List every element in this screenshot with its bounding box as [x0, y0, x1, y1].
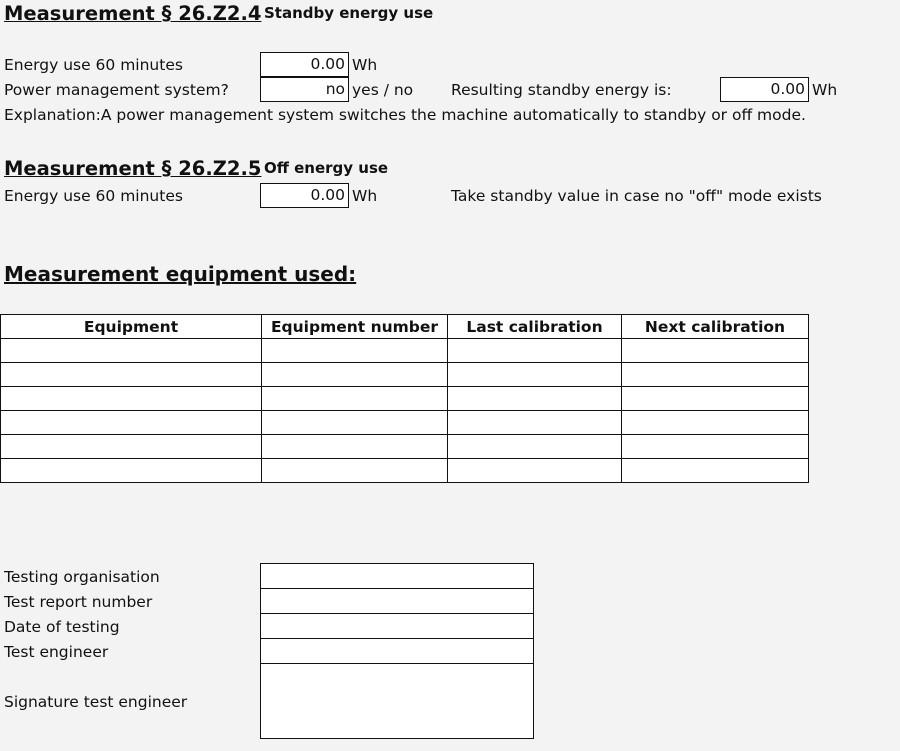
testing-org-label: Testing organisation — [4, 568, 160, 586]
equipment-table — [0, 314, 809, 483]
table-cell[interactable] — [622, 339, 809, 363]
result-value: 0.00 — [720, 77, 809, 102]
col-equipment-number: Equipment number — [262, 315, 448, 339]
testing-org-field[interactable] — [260, 563, 534, 589]
standby-heading: Measurement § 26.Z2.4 — [4, 2, 262, 25]
date-label: Date of testing — [4, 618, 120, 636]
table-row — [1, 363, 809, 387]
standby-energy-input[interactable]: 0.00 — [260, 52, 349, 77]
table-cell[interactable] — [448, 339, 622, 363]
table-row — [1, 411, 809, 435]
standby-energy-unit: Wh — [352, 56, 378, 74]
table-cell[interactable] — [448, 459, 622, 483]
table-cell[interactable] — [262, 435, 448, 459]
table-cell[interactable] — [262, 339, 448, 363]
table-cell[interactable] — [448, 387, 622, 411]
table-cell[interactable] — [622, 411, 809, 435]
off-note: Take standby value in case no "off" mode exists — [451, 187, 822, 205]
col-equipment: Equipment — [1, 315, 262, 339]
off-subtitle: Off energy use — [264, 159, 389, 177]
table-cell[interactable] — [262, 387, 448, 411]
off-energy-unit: Wh — [352, 187, 378, 205]
table-cell[interactable] — [622, 435, 809, 459]
table-cell[interactable] — [622, 363, 809, 387]
table-cell[interactable] — [262, 459, 448, 483]
pms-label: Power management system? — [4, 81, 229, 99]
standby-energy-label: Energy use 60 minutes — [4, 56, 183, 74]
signature-field[interactable] — [260, 663, 534, 739]
table-cell[interactable] — [262, 411, 448, 435]
col-next-calibration: Next calibration — [622, 315, 809, 339]
table-header-row — [1, 315, 809, 339]
table-cell[interactable] — [622, 387, 809, 411]
off-energy-label: Energy use 60 minutes — [4, 187, 183, 205]
table-cell[interactable] — [448, 363, 622, 387]
table-cell[interactable] — [1, 411, 262, 435]
table-row — [1, 435, 809, 459]
pms-input[interactable]: no — [260, 77, 349, 102]
engineer-label: Test engineer — [4, 643, 109, 661]
pms-options: yes / no — [352, 81, 414, 99]
table-row — [1, 387, 809, 411]
table-cell[interactable] — [1, 459, 262, 483]
result-label: Resulting standby energy is: — [451, 81, 672, 99]
col-last-calibration: Last calibration — [448, 315, 622, 339]
table-row — [1, 459, 809, 483]
table-cell[interactable] — [1, 363, 262, 387]
table-cell[interactable] — [1, 387, 262, 411]
off-heading: Measurement § 26.Z2.5 — [4, 157, 262, 180]
table-cell[interactable] — [448, 435, 622, 459]
report-number-label: Test report number — [4, 593, 153, 611]
equipment-heading: Measurement equipment used: — [4, 262, 357, 286]
explanation-text: Explanation:A power management system switches the machine automatically to standby or off mode. — [4, 106, 806, 124]
result-unit: Wh — [812, 81, 838, 99]
table-cell[interactable] — [1, 339, 262, 363]
standby-subtitle: Standby energy use — [264, 4, 434, 22]
date-field[interactable] — [260, 613, 534, 639]
table-cell[interactable] — [622, 459, 809, 483]
report-number-field[interactable] — [260, 588, 534, 614]
engineer-field[interactable] — [260, 638, 534, 664]
table-cell[interactable] — [1, 435, 262, 459]
table-cell[interactable] — [448, 411, 622, 435]
signature-label: Signature test engineer — [4, 693, 188, 711]
off-energy-input[interactable]: 0.00 — [260, 183, 349, 208]
table-row — [1, 339, 809, 363]
table-cell[interactable] — [262, 363, 448, 387]
